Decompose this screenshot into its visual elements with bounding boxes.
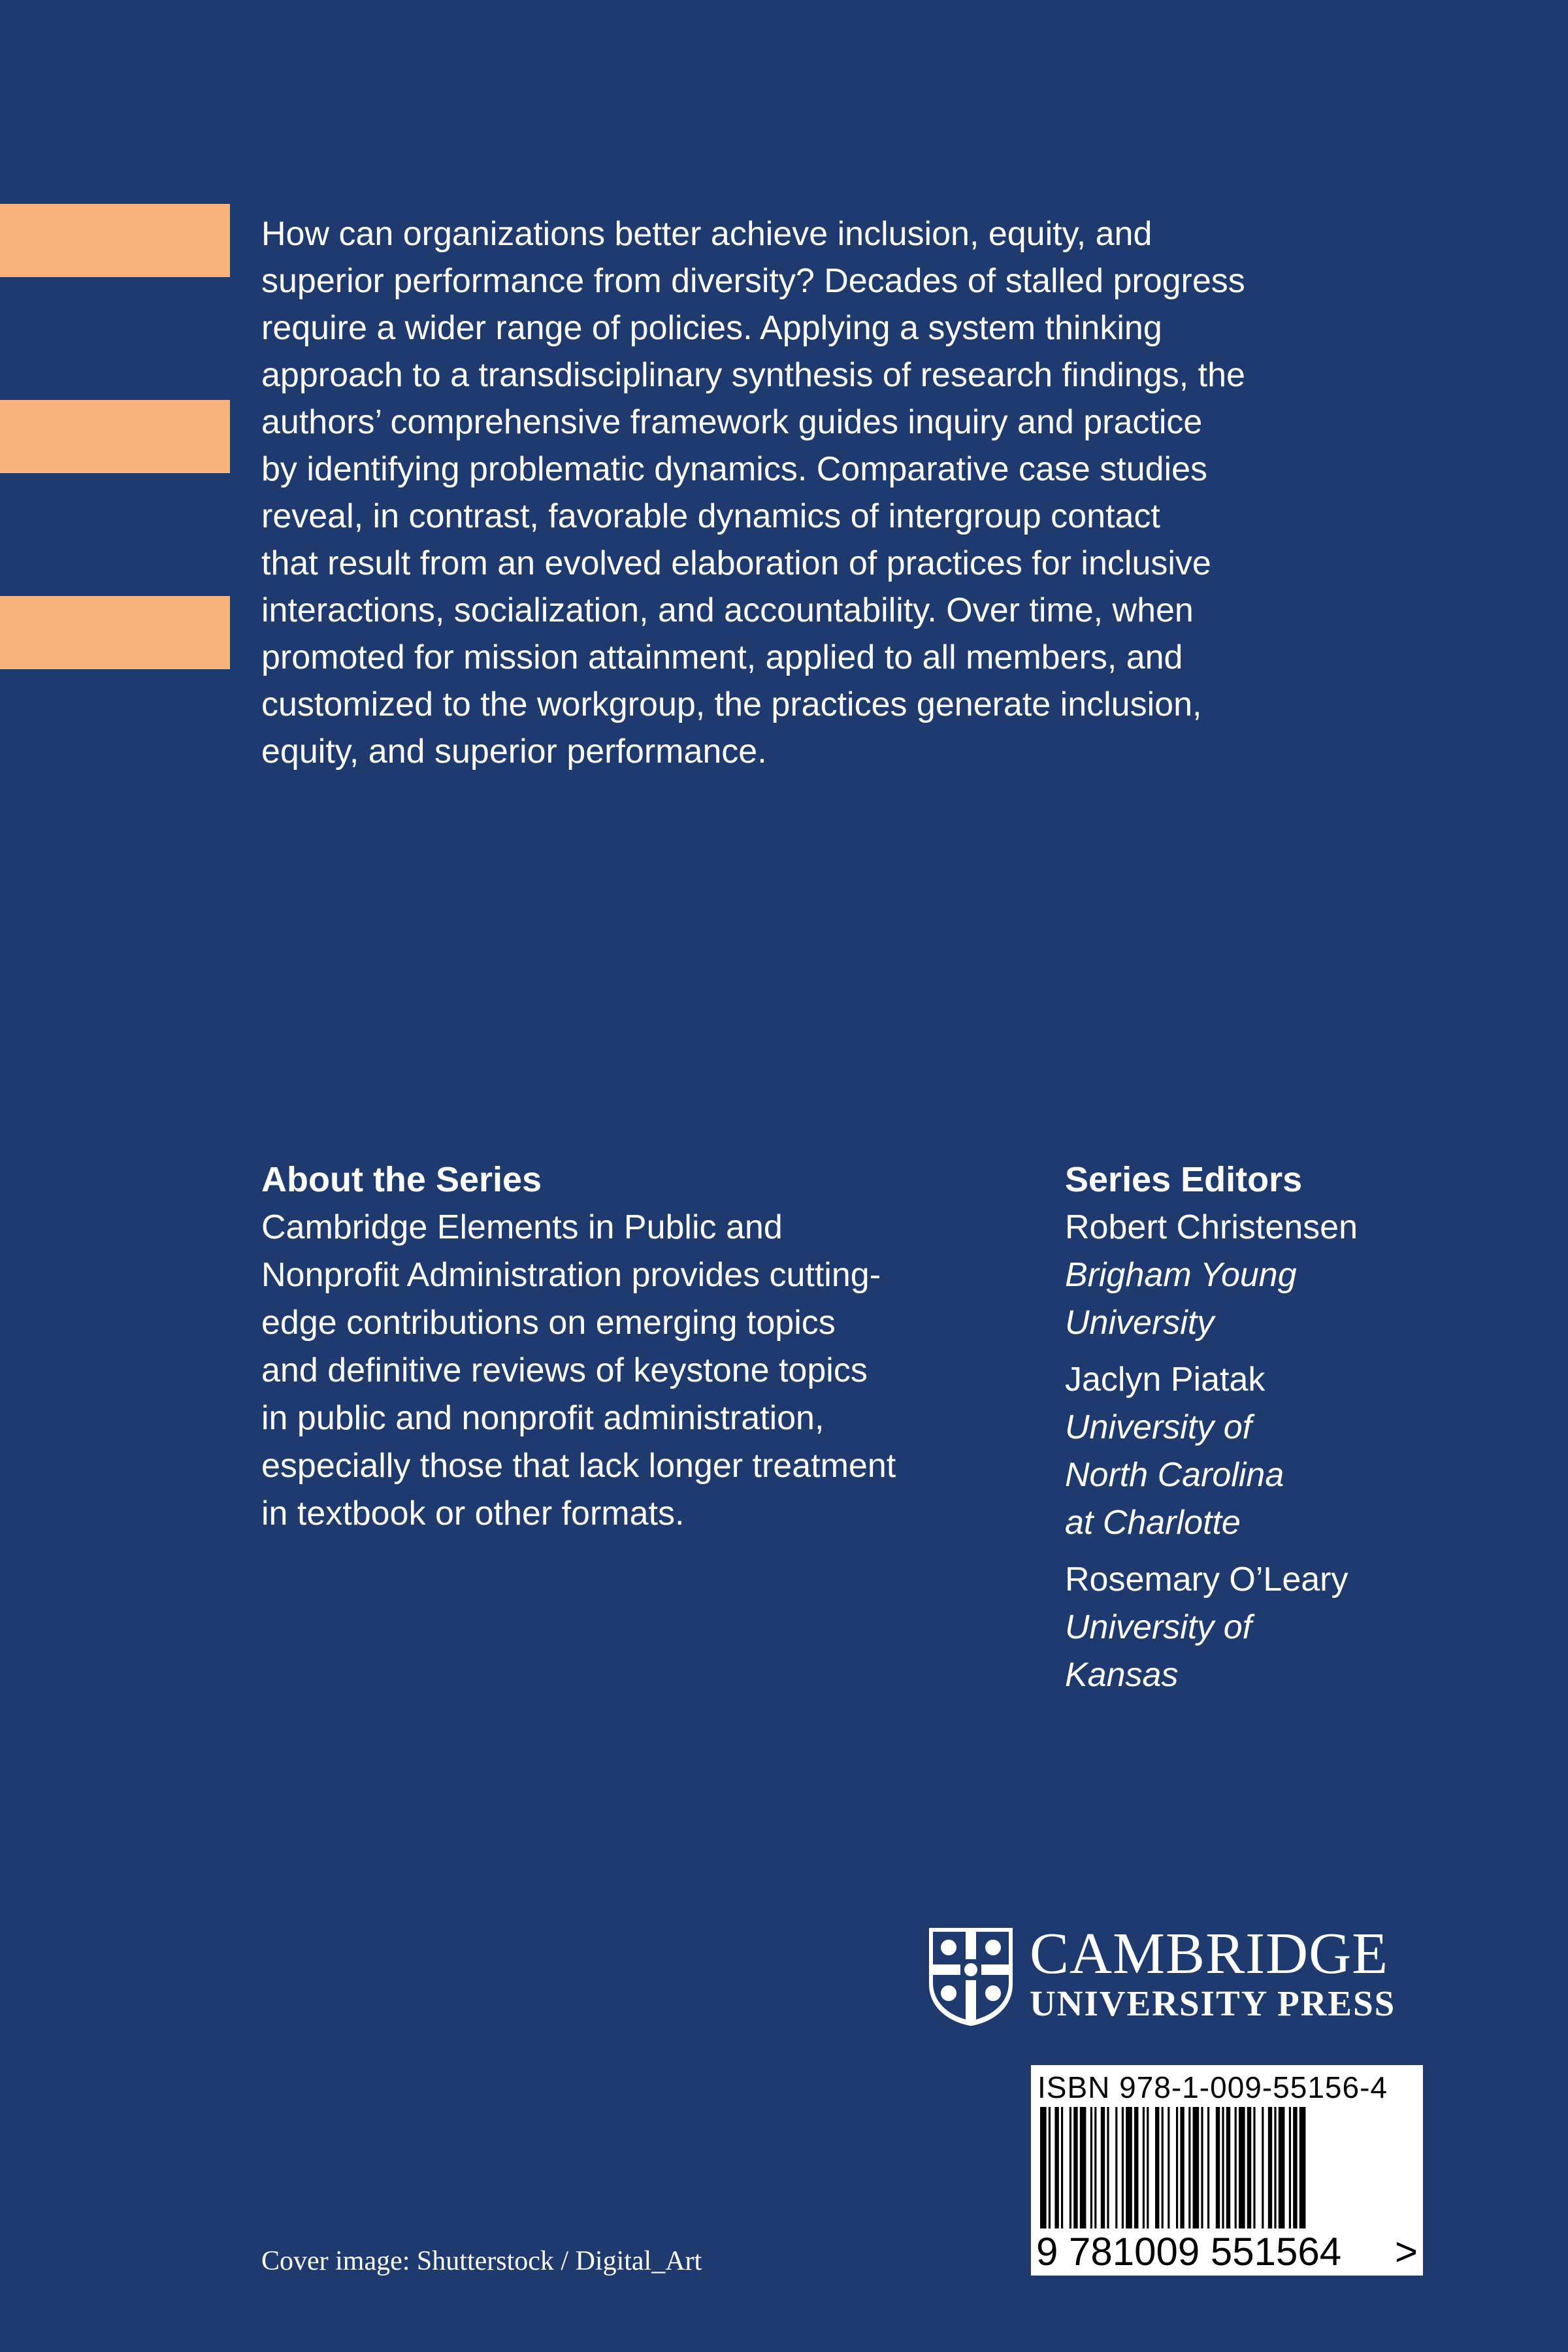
- cambridge-shield-icon: [925, 1924, 1017, 2029]
- about-line: especially those that lack longer treatment: [261, 1447, 896, 1485]
- blurb-line: approach to a transdisciplinary synthesis of research findings, the: [261, 356, 1245, 394]
- editor-affiliation: Brigham Young: [1065, 1256, 1297, 1294]
- about-line: in textbook or other formats.: [261, 1495, 685, 1532]
- blurb-line: equity, and superior performance.: [261, 733, 767, 770]
- about-line: Cambridge Elements in Public and: [261, 1208, 783, 1246]
- series-editors: [1065, 1155, 1522, 1708]
- blurb-line: interactions, socialization, and accountability. Over time, when: [261, 591, 1194, 629]
- book-blurb: [261, 210, 1424, 775]
- publisher-logo: [925, 1921, 1428, 2029]
- about-line: edge contributions on emerging topics: [261, 1304, 836, 1342]
- blurb-line: by identifying problematic dynamics. Comparative case studies: [261, 450, 1208, 488]
- series-editors-heading: Series Editors: [1065, 1160, 1303, 1199]
- editor-affiliation: North Carolina: [1065, 1456, 1284, 1494]
- editor-affiliation: University: [1065, 1304, 1215, 1342]
- editor-affiliation: Kansas: [1065, 1656, 1179, 1694]
- about-line: Nonprofit Administration provides cutting-: [261, 1256, 881, 1294]
- blurb-line: require a wider range of policies. Applying a system thinking: [261, 309, 1162, 347]
- about-the-series: [261, 1155, 1045, 1538]
- accent-bar-2: [0, 400, 230, 473]
- publisher-name-line2: UNIVERSITY PRESS: [1030, 1983, 1396, 2023]
- editor-affiliation: at Charlotte: [1065, 1504, 1241, 1542]
- editor-name: Rosemary O’Leary: [1065, 1561, 1348, 1598]
- editor-name: Robert Christensen: [1065, 1208, 1358, 1246]
- blurb-line: reveal, in contrast, favorable dynamics of intergroup contact: [261, 497, 1160, 535]
- about-series-heading: About the Series: [261, 1160, 542, 1199]
- about-line: and definitive reviews of keystone topics: [261, 1351, 868, 1389]
- editor-affiliation: University of: [1065, 1608, 1252, 1646]
- blurb-line: superior performance from diversity? Decades of stalled progress: [261, 262, 1245, 300]
- isbn-barcode: [1031, 2065, 1423, 2276]
- about-series-text: [261, 1204, 1045, 1538]
- accent-bar-3: [0, 596, 230, 669]
- isbn-label: ISBN 978-1-009-55156-4: [1037, 2070, 1388, 2104]
- barcode-bars: [1037, 2107, 1403, 2228]
- blurb-line: customized to the workgroup, the practices generate inclusion,: [261, 686, 1202, 723]
- barcode-arrow: >: [1394, 2230, 1418, 2274]
- publisher-name: [1030, 1921, 1435, 2023]
- editor-entry: [1065, 1356, 1522, 1547]
- cover-image-credit: Cover image: Shutterstock / Digital_Art: [261, 2246, 702, 2276]
- blurb-line: promoted for mission attainment, applied to all members, and: [261, 638, 1183, 676]
- publisher-name-line1: CAMBRIDGE: [1030, 1921, 1389, 1986]
- blurb-line: that result from an evolved elaboration of practices for inclusive: [261, 544, 1211, 582]
- barcode-digits: 9 781009 551564: [1036, 2230, 1342, 2274]
- blurb-line: authors’ comprehensive framework guides inquiry and practice: [261, 403, 1203, 441]
- about-line: in public and nonprofit administration,: [261, 1399, 825, 1437]
- accent-bar-1: [0, 204, 230, 277]
- editor-affiliation: University of: [1065, 1408, 1252, 1446]
- editor-name: Jaclyn Piatak: [1065, 1361, 1266, 1399]
- blurb-line: How can organizations better achieve inclusion, equity, and: [261, 215, 1152, 253]
- editor-entry: [1065, 1204, 1522, 1347]
- editor-entry: [1065, 1556, 1522, 1699]
